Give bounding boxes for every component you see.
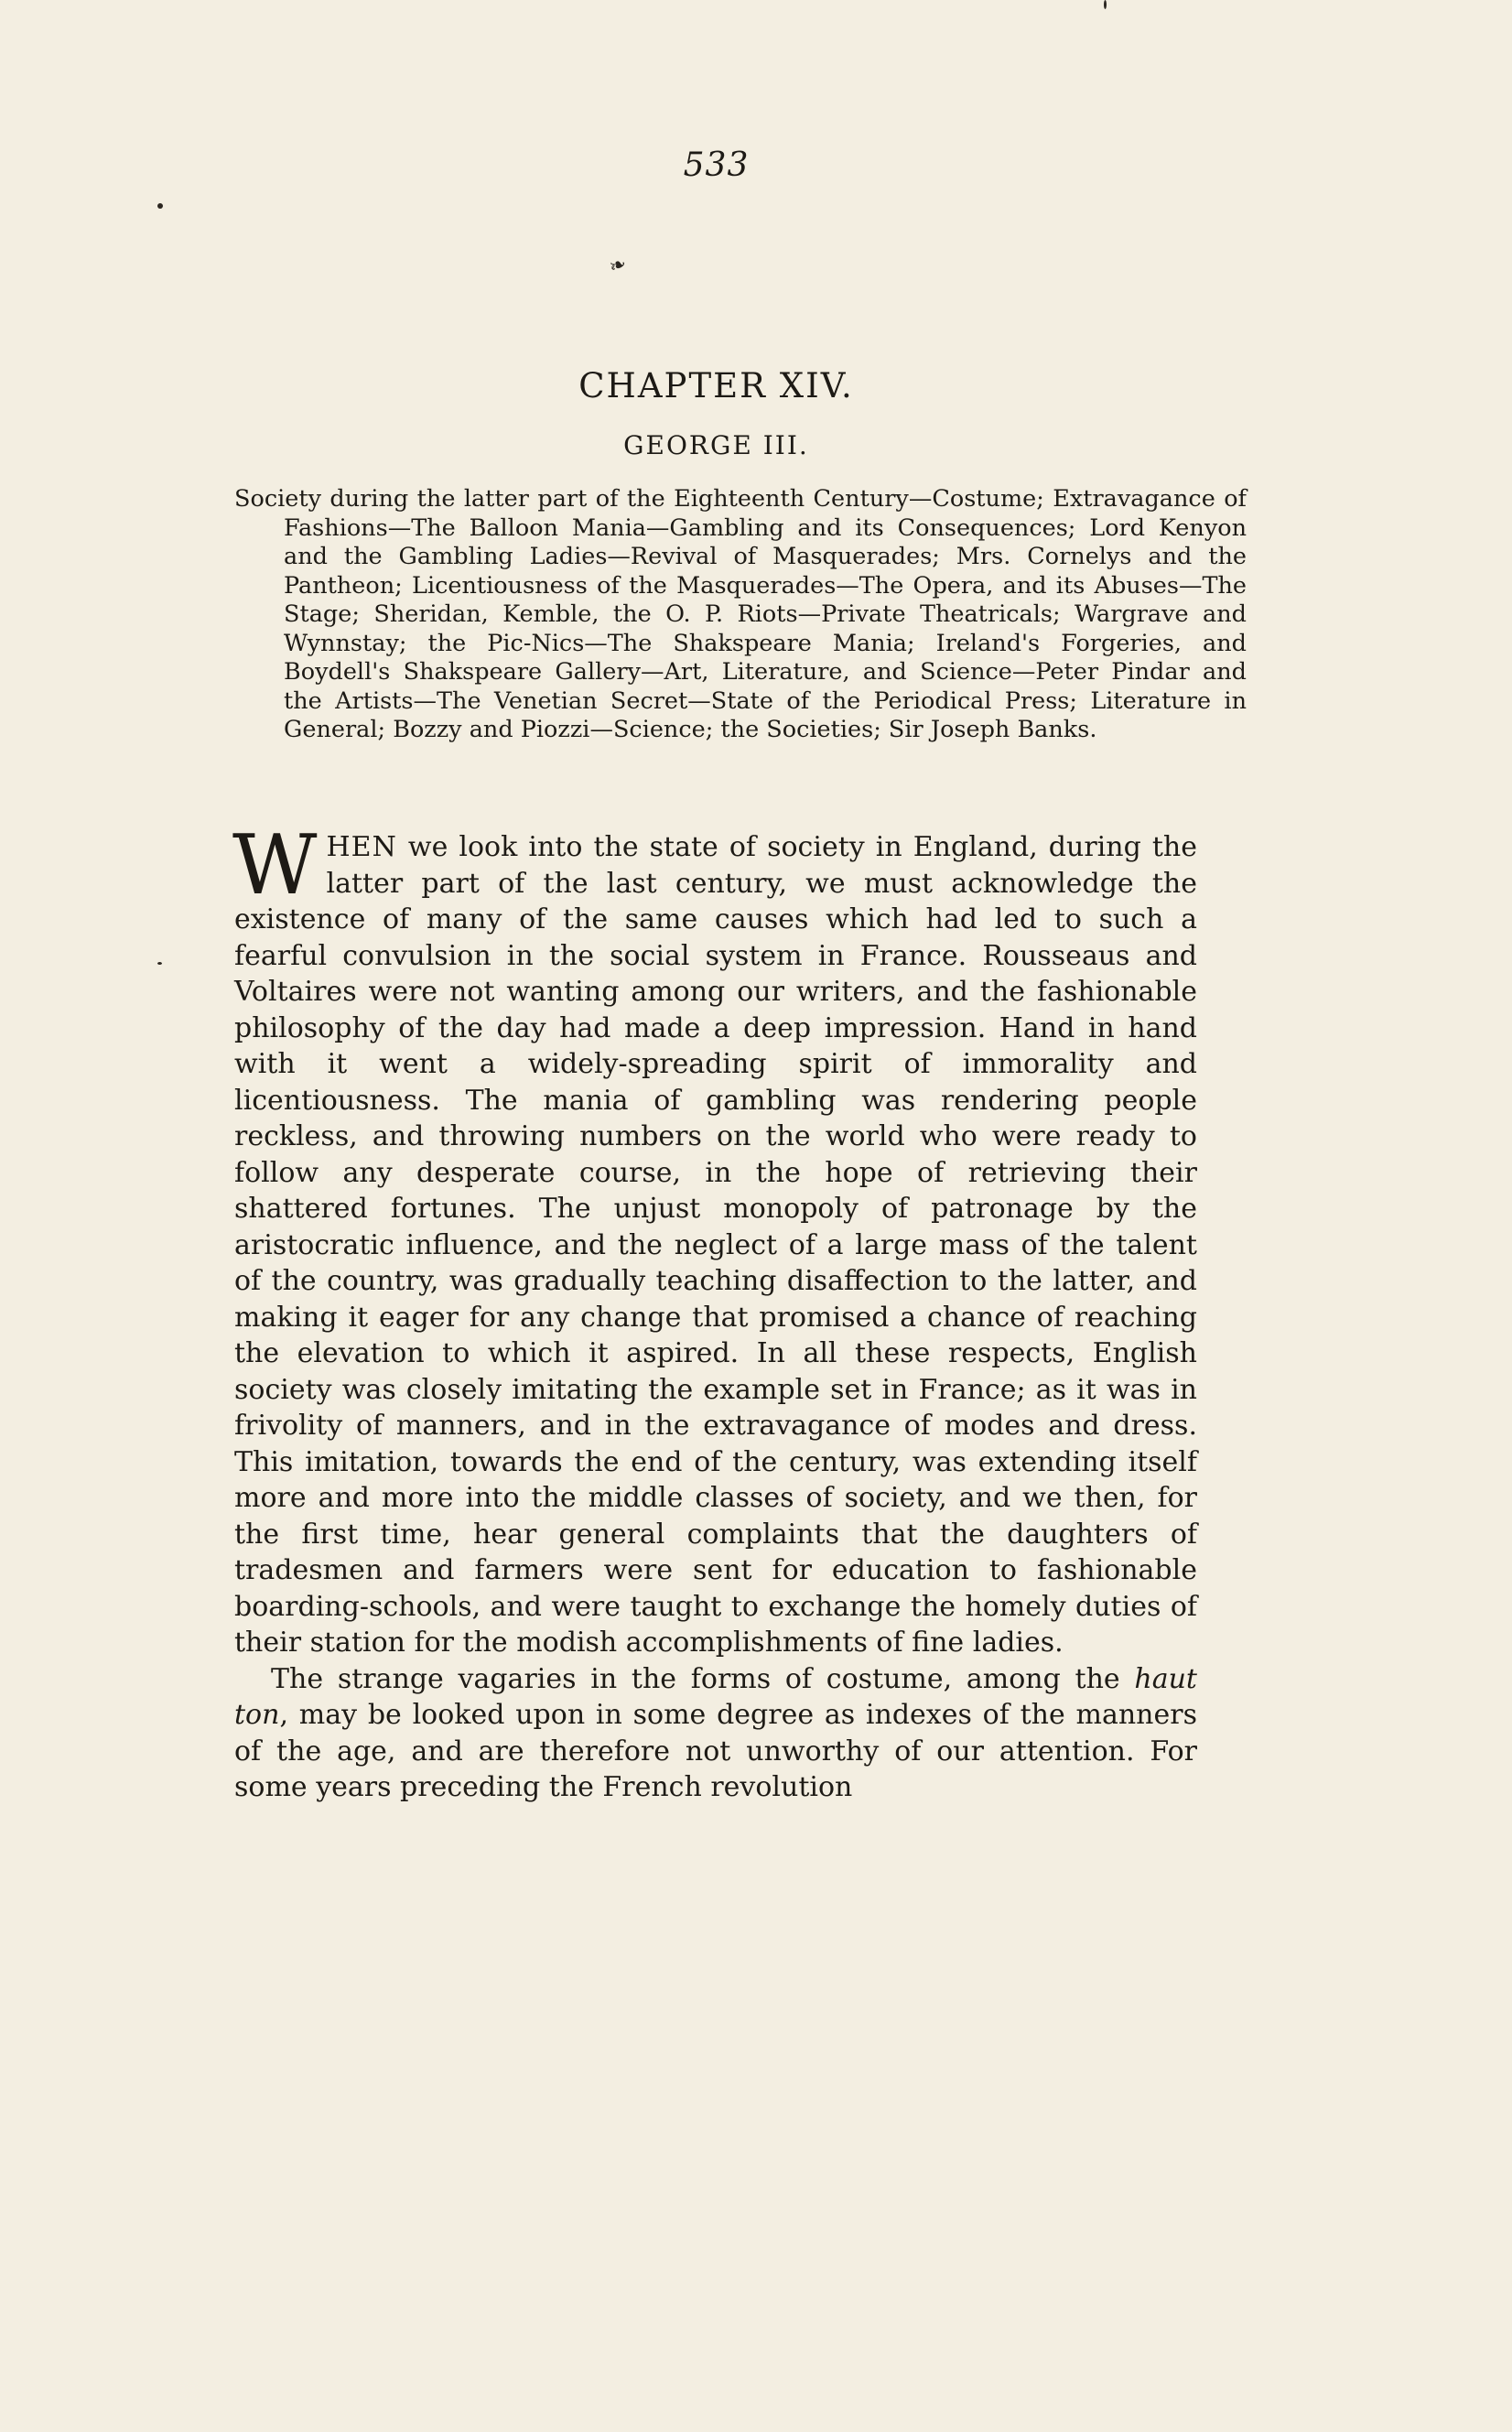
page-speck: [1104, 0, 1107, 9]
page-number: 533: [683, 146, 750, 184]
drop-cap: W: [232, 817, 318, 913]
ornament-icon: ❧: [606, 252, 631, 280]
page-speck: [157, 962, 162, 965]
page-speck: [157, 203, 163, 209]
paragraph-2-after: , may be looked upon in some degree as indexes of the manners of the age, and are therefore not unworthy of our attention. For some years preceding the French revolution: [234, 1699, 1197, 1803]
chapter-synopsis: Society during the latter part of the Eighteenth Century—Costume; Extravagance of Fashions—The Balloon Mania—Gambling and its Consequences; Lord Kenyon and the Gambling Ladies—Revival of Masquerades; Mrs. Cornelys and the Pantheon; Licentiousness of the Masquerades—The Opera, and its Abuses—The Stage; Sheridan, Kemble, the O. P. Riots—Private Theatricals; Wargrave and Wynnstay; the Pic-Nics—The Shakspeare Mania; Ireland's Forgeries, and Boydell's Shakspeare Gallery—Art, Literature, and Science—Peter Pindar and the Artists—The Venetian Secret—State of the Periodical Press; Literature in General; Bozzy and Piozzi—Science; the Societies; Sir Joseph Banks.: [234, 485, 1247, 743]
paragraph-2-before: The strange vagaries in the forms of costume, among the: [271, 1662, 1135, 1695]
paragraph-2-italic: haut ton: [234, 1662, 1197, 1731]
paragraph-1: [232, 817, 1197, 1661]
chapter-subtitle: GEORGE III.: [623, 430, 809, 460]
chapter-title: CHAPTER XIV.: [578, 366, 854, 405]
lead-word: HEN: [326, 831, 397, 863]
paragraph-2: [234, 1661, 1197, 1806]
paragraph-1-text: we look into the state of society in England, during the latter part of the last century, we must acknowledge the existence of many of the same causes which had led to such a fearful convulsion in the social system in France. Rousseaus and Voltaires were not wanting among our writers, and the fashionable philosophy of the day had made a deep impression. Hand in hand with it went a widely-spreading spirit of immorality and licentiousness. The mania of gambling was rendering people reckless, and throwing numbers on the world who were ready to follow any desperate course, in the hope of retrieving their shattered fortunes. The unjust monopoly of patronage by the aristocratic influence, and the neglect of a large mass of the talent of the country, was gradually teaching disaffection to the latter, and making it eager for any change that promised a chance of reaching the elevation to which it aspired. In all these respects, English society was closely imitating the example set in France; as it was in frivolity of manners, and in the extravagance of modes and dress. This imitation, towards the end of the century, was extending itself more and more into the middle classes of society, and we then, for the first time, hear general complaints that the daughters of tradesmen and farmers were sent for education to fashionable boarding-schools, and were taught to exchange the homely duties of their station for the modish accomplishments of fine ladies.: [234, 831, 1197, 1659]
body-text: [232, 817, 1197, 1806]
